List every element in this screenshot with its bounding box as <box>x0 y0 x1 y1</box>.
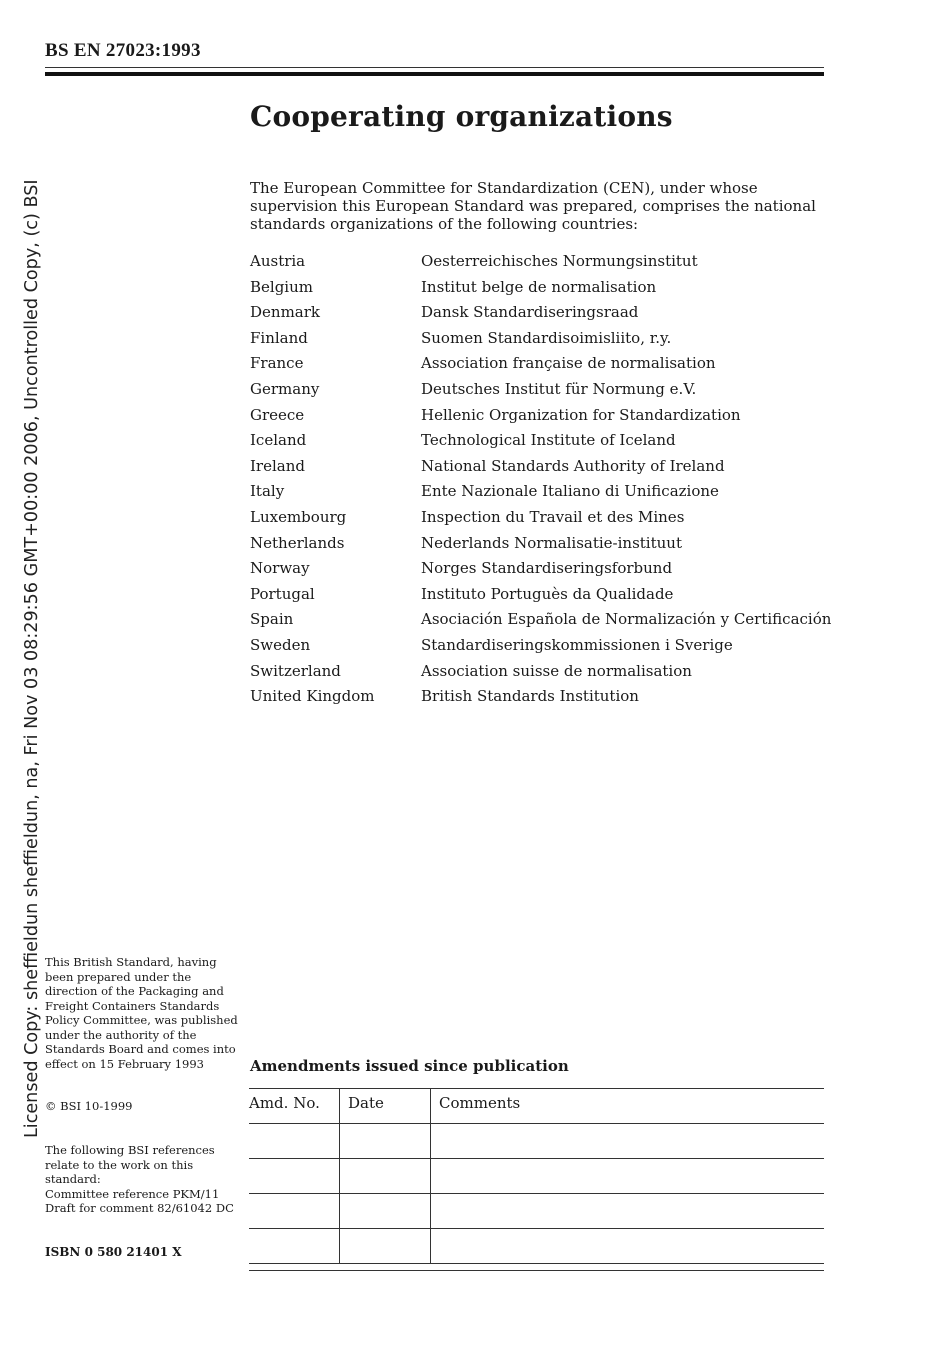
organization-row <box>250 352 831 378</box>
amd-no-cell <box>249 1194 340 1229</box>
footer-rule <box>249 1270 824 1271</box>
organization-row <box>250 429 831 455</box>
isbn: ISBN 0 580 21401 X <box>45 1245 182 1259</box>
organization-name: Ente Nazionale Italiano di Unificazione <box>421 482 719 501</box>
bsi-references <box>45 1143 240 1216</box>
organization-row <box>250 634 831 660</box>
organization-name: Association suisse de normalisation <box>421 661 692 680</box>
country-name: Italy <box>250 482 285 501</box>
organization-name: Inspection du Travail et des Mines <box>421 507 685 526</box>
organization-row <box>250 660 831 686</box>
country-name: France <box>250 354 304 373</box>
column-amd-no: Amd. No. <box>249 1089 340 1124</box>
organization-row <box>250 455 831 481</box>
amendment-row <box>249 1159 824 1194</box>
intro-paragraph: The European Committee for Standardization (CEN), under whose supervision this European Standard was prepared, comprises the national standards organizations of the following countries: <box>250 179 816 233</box>
date-cell <box>340 1229 431 1264</box>
organization-name: Institut belge de normalisation <box>421 277 657 296</box>
comments-cell <box>431 1229 825 1264</box>
organization-name: Technological Institute of Iceland <box>421 431 676 450</box>
country-name: Austria <box>250 252 306 270</box>
organization-row <box>250 506 831 532</box>
organization-row <box>250 583 831 609</box>
amd-no-cell <box>249 1229 340 1264</box>
country-name: Denmark <box>250 303 320 322</box>
country-name: Ireland <box>250 456 305 475</box>
organization-row <box>250 557 831 583</box>
organization-row <box>250 532 831 558</box>
date-cell <box>340 1124 431 1159</box>
organization-name: Instituto Portuguès da Qualidade <box>421 584 674 603</box>
country-name: Finland <box>250 328 308 347</box>
organization-name: Nederlands Normalisatie-instituut <box>421 533 682 552</box>
amendments-heading: Amendments issued since publication <box>250 1057 569 1075</box>
country-name: Greece <box>250 405 305 424</box>
organization-row <box>250 480 831 506</box>
page-title: Cooperating organizations <box>250 100 673 133</box>
country-name: Iceland <box>250 431 307 450</box>
organization-row <box>250 404 831 430</box>
organization-name: Association française de normalisation <box>421 354 716 373</box>
date-cell <box>340 1159 431 1194</box>
organization-row <box>250 378 831 404</box>
column-date: Date <box>340 1089 431 1124</box>
country-name: Spain <box>250 610 294 629</box>
country-name: Netherlands <box>250 533 345 552</box>
country-name: Belgium <box>250 277 313 296</box>
draft-reference: Draft for comment 82/61042 DC <box>45 1201 234 1215</box>
organization-name: Asociación Española de Normalización y Certificación <box>421 610 832 629</box>
comments-cell <box>431 1194 825 1229</box>
comments-cell <box>431 1124 825 1159</box>
organization-row <box>250 250 831 276</box>
amendments-table <box>249 1088 824 1264</box>
amendment-row <box>249 1124 824 1159</box>
country-name: Switzerland <box>250 661 341 680</box>
organization-name: Norges Standardiseringsforbund <box>421 559 673 578</box>
organization-name: Suomen Standardisoimisliito, r.y. <box>421 328 672 347</box>
amendments-header-row <box>249 1089 824 1124</box>
organizations-list <box>250 250 831 711</box>
country-name: Norway <box>250 559 310 578</box>
organization-name: British Standards Institution <box>421 687 639 706</box>
amendment-row <box>249 1229 824 1264</box>
amd-no-cell <box>249 1159 340 1194</box>
country-name: Portugal <box>250 584 315 603</box>
organization-row <box>250 301 831 327</box>
organization-name: Deutsches Institut für Normung e.V. <box>421 379 697 398</box>
document-code: BS EN 27023:1993 <box>45 40 201 61</box>
header-rule-thin <box>45 67 824 68</box>
organization-name: Dansk Standardiseringsraad <box>421 303 639 322</box>
comments-cell <box>431 1159 825 1194</box>
organization-row <box>250 608 831 634</box>
amendment-row <box>249 1194 824 1229</box>
country-name: Sweden <box>250 635 311 654</box>
organization-name: National Standards Authority of Ireland <box>421 456 725 475</box>
organization-name: Hellenic Organization for Standardization <box>421 405 741 424</box>
publication-note: This British Standard, having been prepared under the direction of the Packaging and Freight Containers Standards Policy Committee, was published under the authority of the Standards Board and comes into effect on 15 February 1993 <box>45 955 238 1071</box>
copyright-notice: © BSI 10-1999 <box>45 1099 133 1113</box>
organization-name: Oesterreichisches Normungsinstitut <box>421 252 698 270</box>
references-intro: The following BSI references relate to the work on this standard: <box>45 1143 215 1186</box>
header-rule-thick <box>45 72 824 76</box>
country-name: United Kingdom <box>250 687 375 706</box>
organization-row <box>250 276 831 302</box>
country-name: Luxembourg <box>250 507 347 526</box>
country-name: Germany <box>250 379 320 398</box>
date-cell <box>340 1194 431 1229</box>
organization-row <box>250 327 831 353</box>
organization-row <box>250 685 831 711</box>
organization-name: Standardiseringskommissionen i Sverige <box>421 635 733 654</box>
column-comments: Comments <box>431 1089 825 1124</box>
amd-no-cell <box>249 1124 340 1159</box>
license-watermark: Licensed Copy: sheffieldun sheffieldun, na, Fri Nov 03 08:29:56 GMT+00:00 2006, Uncontrolled Copy, (c) BSI <box>22 179 42 1138</box>
committee-reference: Committee reference PKM/11 <box>45 1186 220 1201</box>
